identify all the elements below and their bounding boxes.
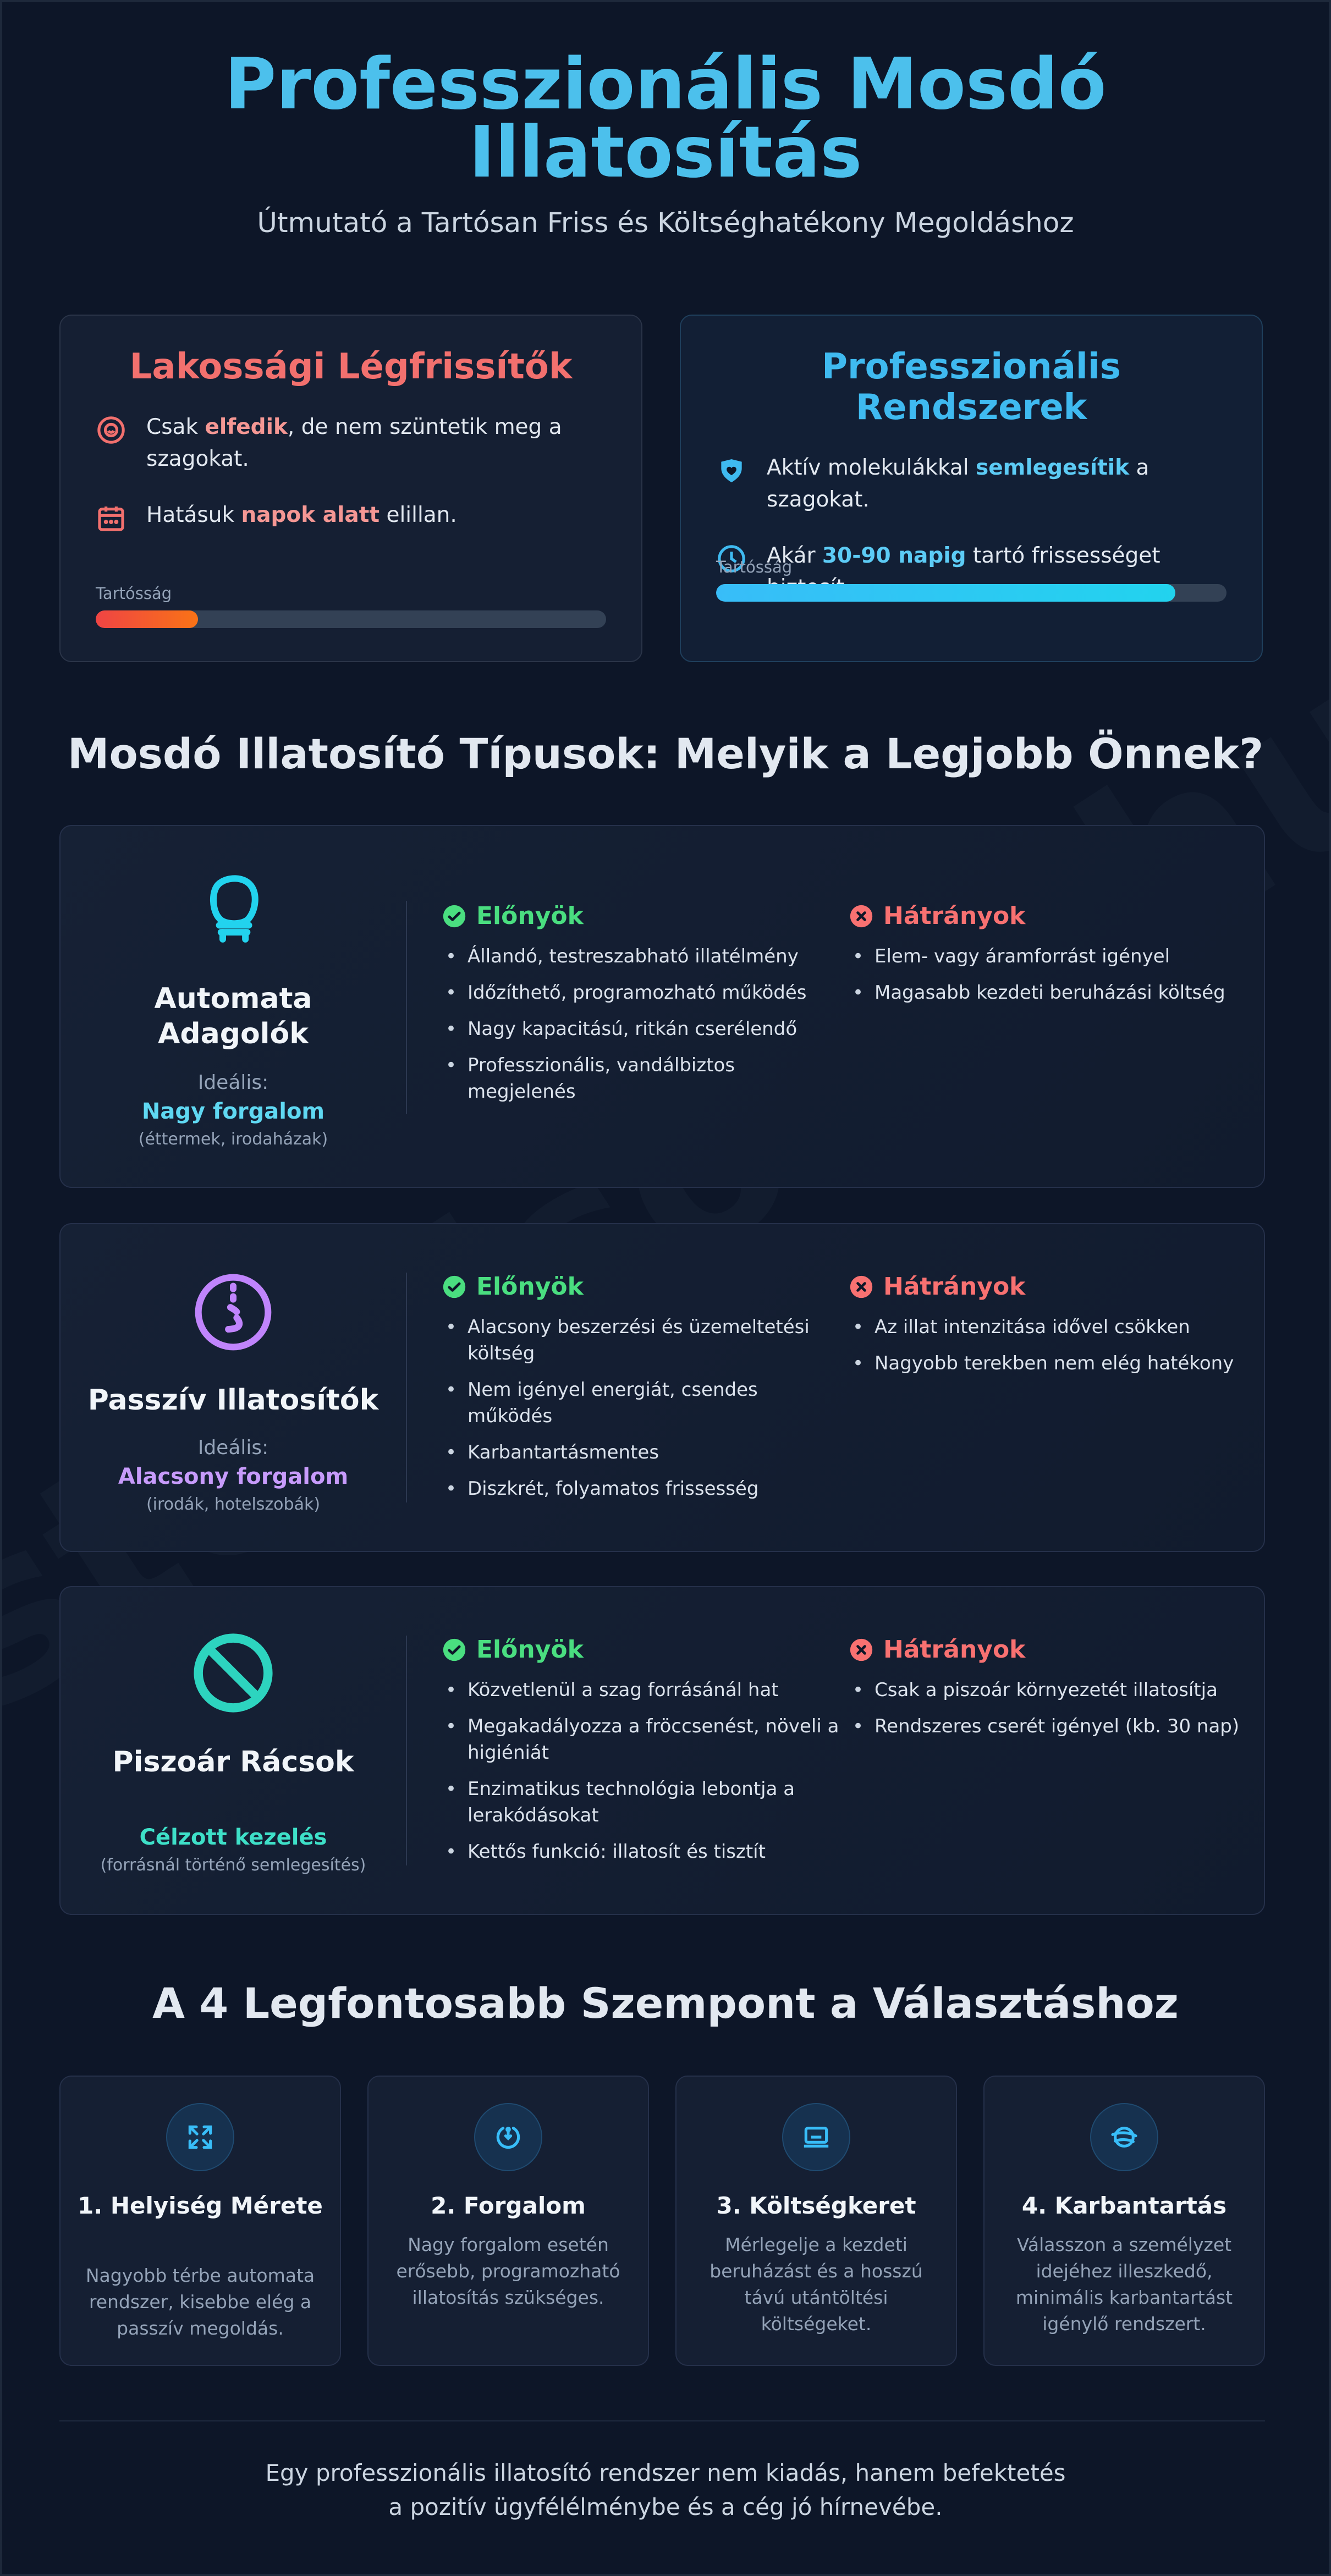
professional-feature-2-text: Akár 30-90 napig tartó frissességet bbox=[767, 543, 1160, 568]
consumer-fresheners-title: Lakossági Légfrissítők bbox=[129, 346, 573, 387]
check-circle-icon bbox=[442, 1638, 466, 1662]
smile-icon bbox=[96, 415, 127, 445]
pros-column bbox=[442, 902, 827, 1115]
wallet-icon bbox=[801, 2122, 832, 2153]
cons-heading: Hátrányok bbox=[849, 902, 1245, 930]
criteria-icon-badge bbox=[782, 2103, 850, 2171]
professional-feature-1 bbox=[716, 452, 1226, 516]
pros-heading: Előnyök bbox=[442, 1273, 827, 1301]
criteria-card-maintenance bbox=[983, 2076, 1265, 2366]
broom-icon bbox=[1109, 2122, 1140, 2153]
list-item: • Magasabb kezdeti beruházási költség bbox=[849, 979, 1245, 1006]
dispenser-icon bbox=[191, 868, 275, 951]
type-name: Piszoár Rácsok bbox=[112, 1746, 354, 1779]
list-item: • Nagy kapacitású, ritkán cserélendő bbox=[442, 1016, 827, 1042]
people-flow-icon bbox=[493, 2122, 524, 2153]
x-circle-icon bbox=[849, 1275, 873, 1299]
ideal-label: Ideális: bbox=[197, 1071, 269, 1094]
footer-line-1: Egy professzionális illatosító rendszer nem kiadás, hanem befektetés bbox=[265, 2459, 1066, 2486]
type-card-passive-summary bbox=[61, 1224, 406, 1553]
criteria-icon-badge bbox=[166, 2103, 234, 2171]
cons-column bbox=[849, 902, 1245, 1016]
list-item: • Nem igényel energiát, csendes működés bbox=[442, 1377, 827, 1429]
list-item: • Elem- vagy áramforrást igényel bbox=[849, 943, 1245, 970]
professional-duration-bar bbox=[716, 584, 1226, 602]
cons-column bbox=[849, 1273, 1245, 1386]
page-title bbox=[2, 43, 1329, 194]
consumer-fresheners-card bbox=[59, 315, 642, 662]
professional-duration-fill bbox=[716, 584, 1175, 602]
criteria-text: Mérlegelje a kezdeti beruházást és a hosszú távú utántöltési költségeket. bbox=[710, 2234, 923, 2335]
consumer-feature-1 bbox=[96, 411, 606, 475]
list-item: • Közvetlenül a szag forrásánál hat bbox=[442, 1677, 860, 1703]
professional-duration bbox=[716, 558, 1226, 602]
cons-list bbox=[849, 943, 1245, 1006]
footer-divider bbox=[59, 2420, 1265, 2421]
divider bbox=[406, 1636, 407, 1865]
list-item: • Kettős funkció: illatosít és tisztít bbox=[442, 1839, 860, 1865]
type-card-automatic bbox=[59, 825, 1265, 1188]
criteria-title: 4. Karbantartás bbox=[1021, 2192, 1227, 2219]
list-item: • Professzionális, vandálbiztos megjelenés bbox=[442, 1052, 827, 1105]
cons-list bbox=[849, 1677, 1245, 1740]
type-card-passive bbox=[59, 1223, 1265, 1552]
prohibited-icon bbox=[191, 1631, 275, 1715]
list-item: • Az illat intenzitása idővel csökken bbox=[849, 1314, 1245, 1340]
pros-column bbox=[442, 1636, 860, 1875]
check-circle-icon bbox=[442, 904, 466, 928]
list-item: • Enzimatikus technológia lebontja a lerakódásokat bbox=[442, 1776, 860, 1829]
professional-systems-title: Professzionális Rendszerek bbox=[822, 346, 1121, 428]
x-circle-icon bbox=[849, 904, 873, 928]
gel-drop-icon bbox=[191, 1270, 275, 1354]
list-item: • Időzíthető, programozható működés bbox=[442, 979, 827, 1006]
page-title-line2: Illatosítás bbox=[469, 112, 862, 194]
professional-duration-label: Tartósság bbox=[716, 558, 793, 576]
consumer-duration-bar bbox=[96, 610, 606, 628]
page-title-line1: Professzionális Mosdó bbox=[224, 43, 1107, 125]
consumer-duration-label: Tartósság bbox=[96, 584, 172, 603]
criteria-title: 1. Helyiség Mérete bbox=[78, 2192, 323, 2219]
criteria-text: Nagy forgalom esetén erősebb, programozható illatosítás szükséges. bbox=[396, 2234, 620, 2308]
check-circle-icon bbox=[442, 1275, 466, 1299]
list-item: • Csak a piszoár környezetét illatosítja bbox=[849, 1677, 1245, 1703]
pros-list bbox=[442, 943, 827, 1105]
ideal-subtext: (irodák, hotelszobák) bbox=[146, 1495, 321, 1514]
cons-heading: Hátrányok bbox=[849, 1636, 1245, 1664]
list-item: • Karbantartásmentes bbox=[442, 1439, 827, 1466]
footer-text bbox=[2, 2456, 1329, 2524]
professional-feature-1-text: Aktív molekulákkal semlegesítik a szagokat. bbox=[767, 455, 1150, 512]
consumer-feature-1-text: Csak elfedik, de nem szüntetik meg a szagokat. bbox=[146, 415, 562, 471]
list-item: • Megakadályozza a fröccsenést, növeli a higiéniát bbox=[442, 1713, 860, 1766]
ideal-subtext: (éttermek, irodaházak) bbox=[138, 1130, 328, 1149]
criteria-icon-badge bbox=[474, 2103, 542, 2171]
criteria-icon-badge bbox=[1090, 2103, 1158, 2171]
criteria-card-traffic bbox=[367, 2076, 649, 2366]
footer-line-2: a pozitív ügyfélélménybe és a cég jó hírnevébe. bbox=[388, 2494, 943, 2520]
list-item: • Nagyobb terekben nem elég hatékony bbox=[849, 1350, 1245, 1377]
ideal-value: Célzott kezelés bbox=[139, 1825, 327, 1850]
pros-heading: Előnyök bbox=[442, 1636, 860, 1664]
cons-heading: Hátrányok bbox=[849, 1273, 1245, 1301]
divider bbox=[406, 1273, 407, 1502]
list-item: • Diszkrét, folyamatos frissesség bbox=[442, 1476, 827, 1502]
type-card-automatic-summary bbox=[61, 826, 406, 1189]
cons-column bbox=[849, 1636, 1245, 1749]
professional-systems-card bbox=[680, 315, 1263, 662]
x-circle-icon bbox=[849, 1638, 873, 1662]
type-card-urinal bbox=[59, 1586, 1265, 1915]
shield-heart-icon bbox=[716, 455, 747, 486]
pros-heading: Előnyök bbox=[442, 902, 827, 930]
consumer-duration-fill bbox=[96, 610, 198, 628]
criteria-card-budget bbox=[675, 2076, 957, 2366]
criteria-text: Nagyobb térbe automata rendszer, kisebbe elég a passzív megoldás. bbox=[85, 2265, 315, 2339]
criteria-title: 3. Költségkeret bbox=[716, 2192, 916, 2219]
consumer-feature-2-text: Hatásuk napok alatt elillan. bbox=[146, 503, 457, 527]
calendar-icon bbox=[96, 503, 127, 533]
types-section-title: Mosdó Illatosító Típusok: Melyik a Legjobb Önnek? bbox=[67, 729, 1264, 778]
ideal-value: Nagy forgalom bbox=[141, 1099, 325, 1124]
criteria-card-room-size bbox=[59, 2076, 341, 2366]
cons-list bbox=[849, 1314, 1245, 1377]
consumer-duration bbox=[96, 584, 606, 628]
consumer-feature-2 bbox=[96, 499, 606, 533]
criteria-title: 2. Forgalom bbox=[431, 2192, 586, 2219]
criteria-text: Válasszon a személyzet idejéhez illeszkedő, minimális karbantartást igénylő rendszert. bbox=[1015, 2234, 1233, 2335]
criteria-section-title: A 4 Legfontosabb Szempont a Választáshoz bbox=[152, 1979, 1179, 2028]
ideal-subtext: (forrásnál történő semlegesítés) bbox=[100, 1856, 366, 1875]
list-item: • Állandó, testreszabható illatélmény bbox=[442, 943, 827, 970]
ideal-value: Alacsony forgalom bbox=[118, 1464, 349, 1489]
divider bbox=[406, 901, 407, 1114]
pros-list bbox=[442, 1677, 860, 1865]
list-item: • Rendszeres cserét igényel (kb. 30 nap) bbox=[849, 1713, 1245, 1740]
pros-column bbox=[442, 1273, 827, 1512]
expand-icon bbox=[185, 2122, 216, 2153]
list-item: • Alacsony beszerzési és üzemeltetési költség bbox=[442, 1314, 827, 1367]
type-name: Automata Adagolók bbox=[154, 982, 312, 1050]
type-card-urinal-summary bbox=[61, 1587, 406, 1916]
type-name: Passzív Illatosítók bbox=[87, 1384, 379, 1417]
pros-list bbox=[442, 1314, 827, 1502]
ideal-label: Ideális: bbox=[197, 1436, 269, 1459]
page-subtitle: Útmutató a Tartósan Friss és Költséghatékony Megoldáshoz bbox=[257, 207, 1074, 239]
